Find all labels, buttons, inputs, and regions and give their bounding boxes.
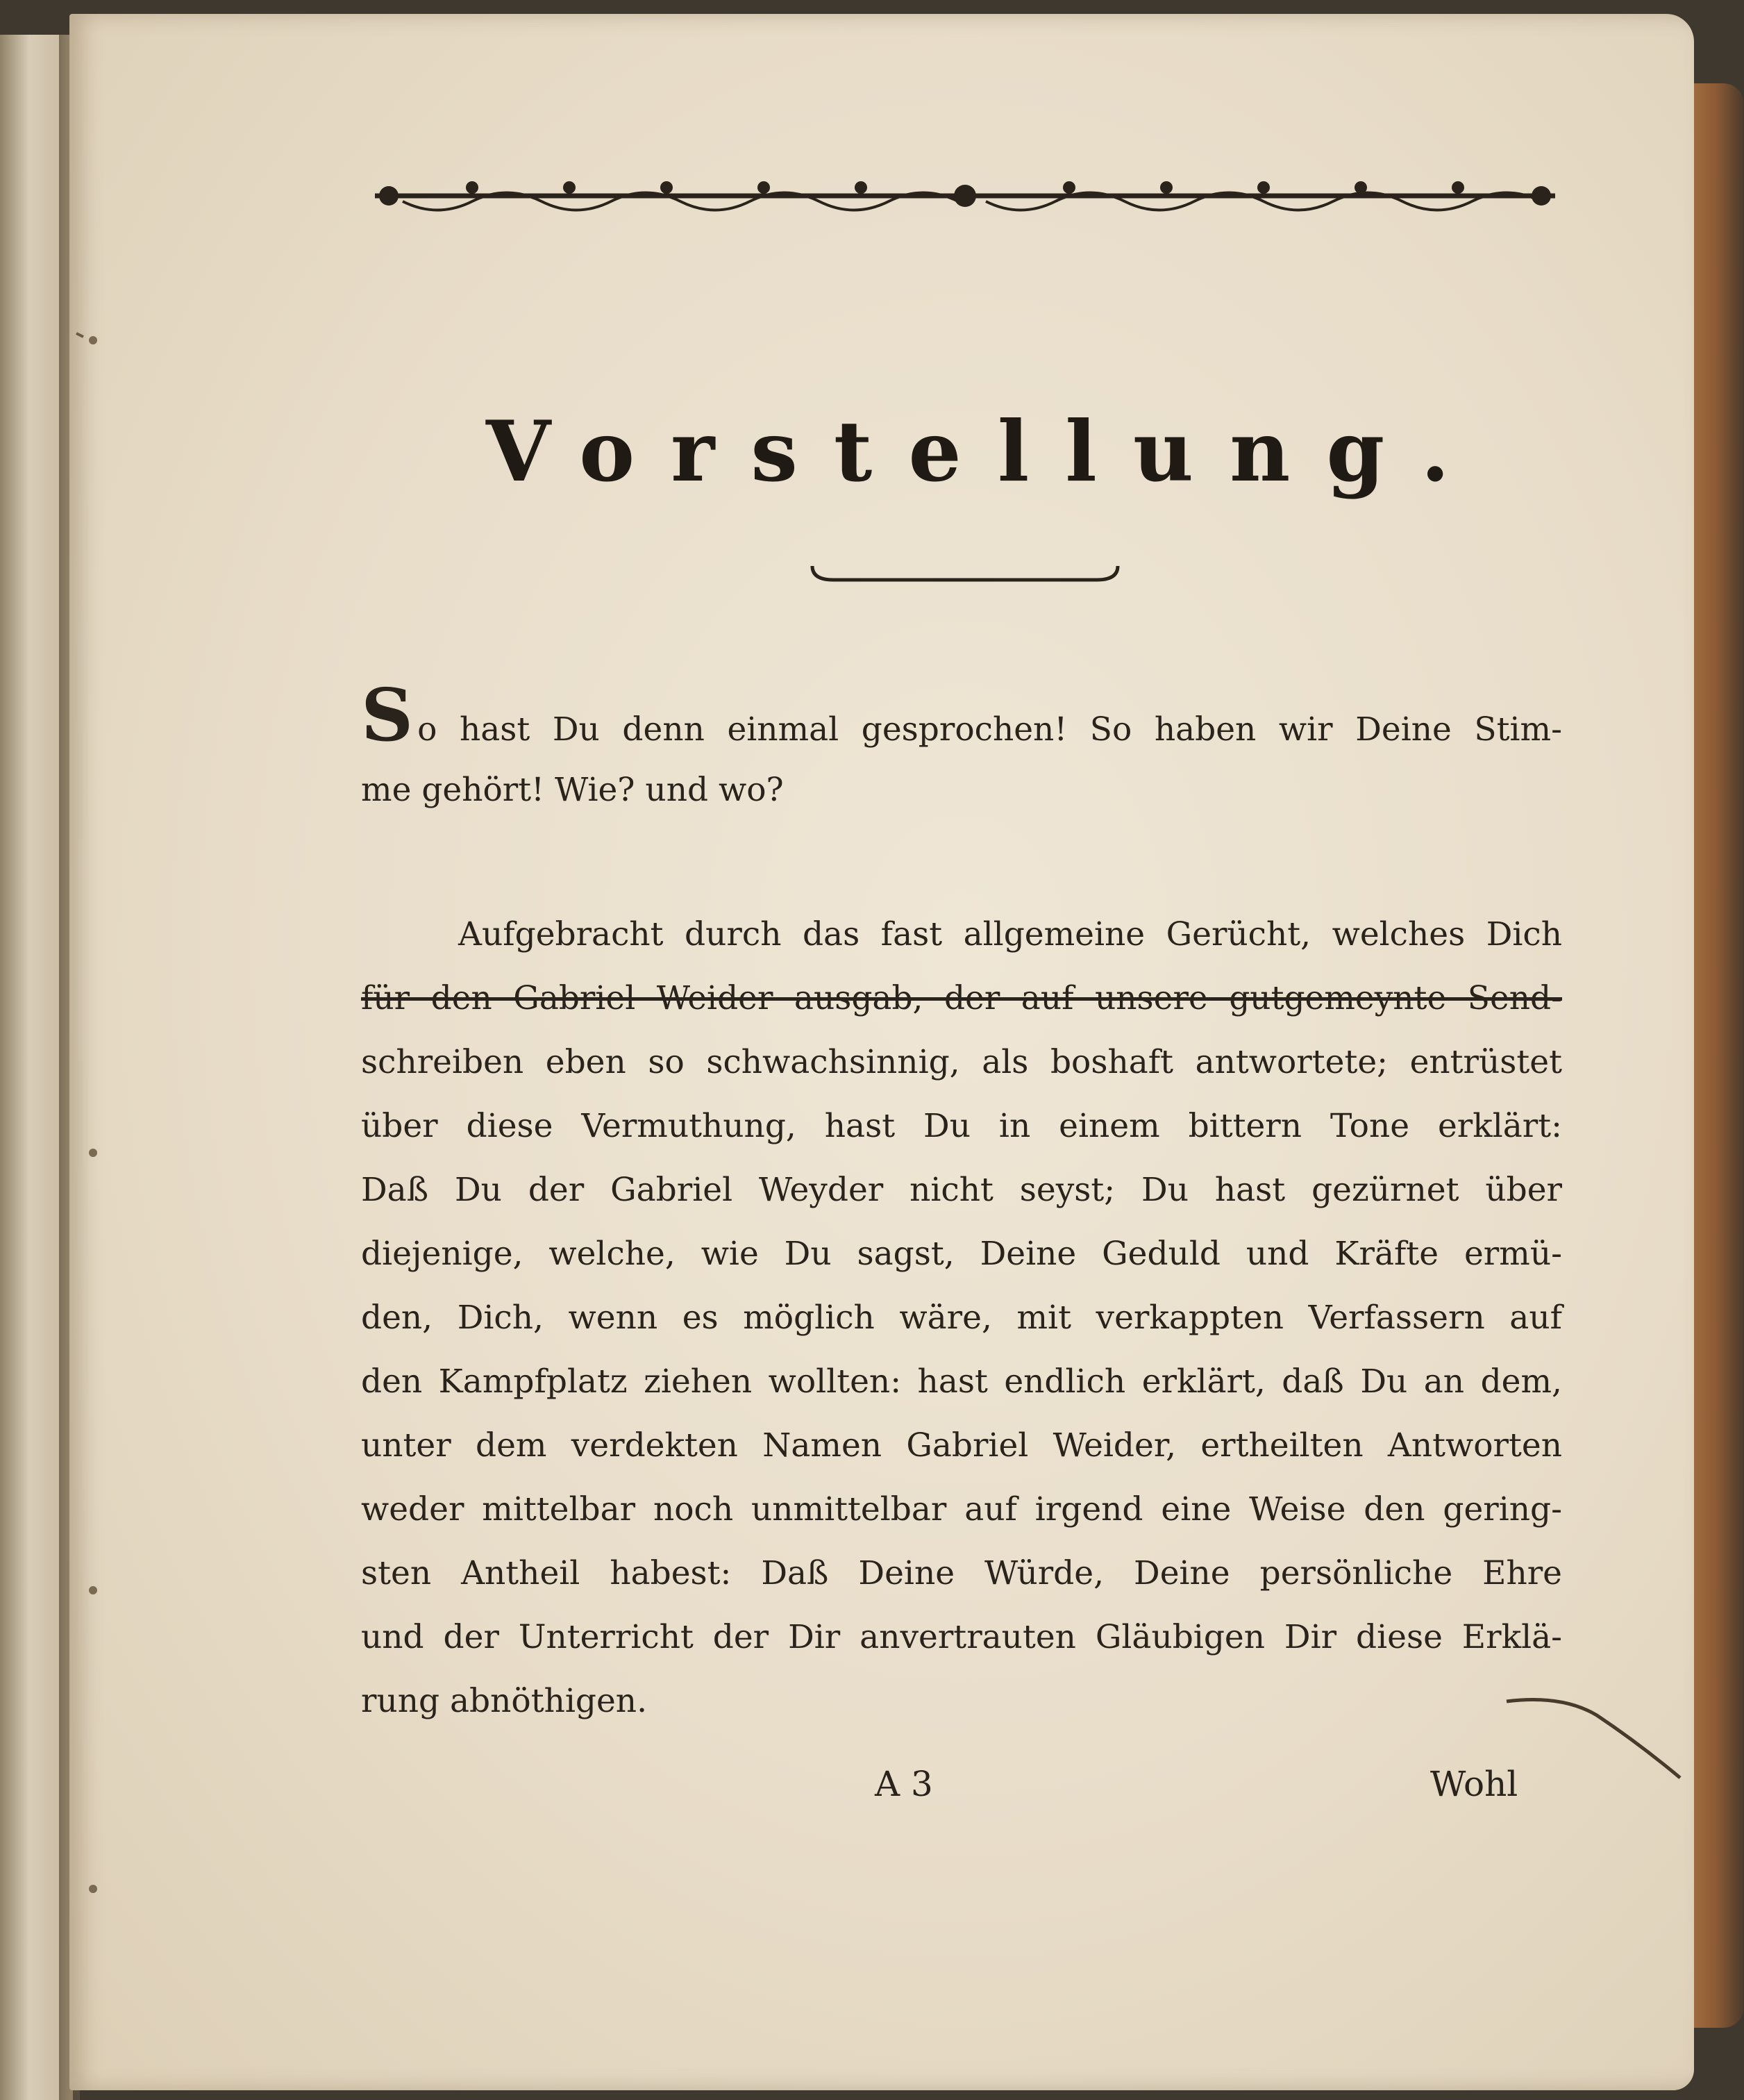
text-line: über diese Vermuthung, hast Du in einem bittern Tone erklärt: bbox=[361, 1107, 1562, 1145]
text-line: diejenige, welche, wie Du sagst, Deine Geduld und Kräfte ermü- bbox=[361, 1235, 1562, 1273]
catchword: Wohl bbox=[1430, 1764, 1518, 1804]
text-line: So hast Du denn einmal gesprochen! So haben wir Deine Stim- bbox=[361, 672, 1562, 758]
text-line-struck: für den Gabriel Weider ausgab, der auf unsere gutgemeynte Send- bbox=[361, 979, 1562, 1017]
drop-cap: S bbox=[361, 672, 414, 758]
text-line: Daß Du der Gabriel Weyder nicht seyst; Du hast gezürnet über bbox=[361, 1171, 1562, 1209]
binding-holes bbox=[69, 0, 153, 2100]
text-line: unter dem verdekten Namen Gabriel Weider, ertheilten Antworten bbox=[361, 1426, 1562, 1465]
text-line: den, Dich, wenn es möglich wäre, mit verkappten Verfassern auf bbox=[361, 1299, 1562, 1337]
text-line: und der Unterricht der Dir anvertrauten Gläubigen Dir diese Erklä- bbox=[361, 1618, 1562, 1656]
text-line: sten Antheil habest: Daß Deine Würde, Deine persönliche Ehre bbox=[361, 1554, 1562, 1592]
signature-mark: A 3 bbox=[875, 1764, 933, 1804]
paragraph-1 bbox=[361, 672, 1562, 822]
text-line: rung abnöthigen. bbox=[361, 1682, 648, 1720]
decorative-border-ornament bbox=[361, 167, 1569, 222]
text-line: den Kampfplatz ziehen wollten: hast endlich erklärt, daß Du an dem, bbox=[361, 1362, 1562, 1401]
page-crease bbox=[1493, 1681, 1701, 1819]
paragraph-2 bbox=[361, 903, 1562, 1733]
text-line: me gehört! Wie? und wo? bbox=[361, 771, 784, 809]
text-line: Aufgebracht durch das fast allgemeine Gerücht, welches Dich bbox=[458, 915, 1562, 953]
text-line: weder mittelbar noch unmittelbar auf irgend eine Weise den gering- bbox=[361, 1490, 1562, 1528]
text-line: schreiben eben so schwachsinnig, als boshaft antwortete; entrüstet bbox=[361, 1043, 1562, 1081]
page-title: Vorstellung. bbox=[486, 403, 1486, 501]
title-underline-ornament bbox=[805, 559, 1125, 587]
